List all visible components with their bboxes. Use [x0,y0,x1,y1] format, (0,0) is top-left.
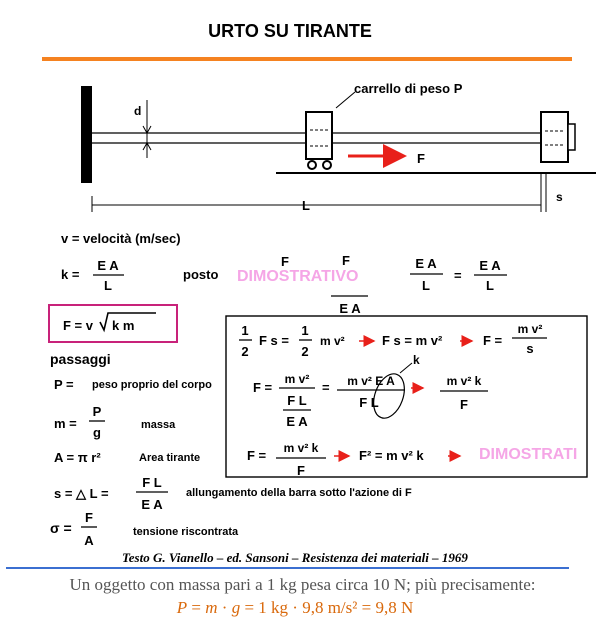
svg-text:Area tirante: Area tirante [139,452,201,464]
svg-text:F =: F = [253,380,273,395]
footer-dot: · [217,598,232,617]
svg-text:L: L [104,278,112,293]
derivation-box [226,316,587,478]
svg-text:F s =: F s = [259,333,289,348]
svg-text:A: A [84,533,94,548]
svg-text:k m: k m [112,318,135,333]
svg-text:E A: E A [415,256,437,271]
posto-fraction [331,256,507,316]
svg-text:m v² E A: m v² E A [347,374,395,388]
svg-text:P: P [92,404,102,419]
def-k [61,258,124,293]
svg-text:L: L [422,278,430,293]
svg-text:1: 1 [301,323,309,338]
footer-eq: = [187,598,206,617]
svg-text:F² = m v² k: F² = m v² k [359,448,424,463]
svg-text:2: 2 [301,344,309,359]
footer-formula [0,598,590,618]
citation: Testo G. Vianello – ed. Sansoni – Resistenza dei materiali – 1969 [122,550,468,565]
footer-P: P [176,598,188,617]
footer-sentence: Un oggetto con massa pari a 1 kg pesa circa 10 N; più precisamente: [69,575,536,594]
formula-box [49,305,177,342]
svg-text:m =: m = [54,416,77,431]
label-posto: posto [183,267,219,282]
carrello [306,112,332,169]
footer-m: m [205,598,218,617]
svg-text:g: g [93,425,101,440]
watermark-2: DIMOSTRATI [479,446,578,463]
footer-g: g [231,598,241,617]
stop-block [541,112,575,162]
svg-text:peso proprio del corpo: peso proprio del corpo [92,379,212,391]
svg-text:s = △ L =: s = △ L = [54,486,109,501]
svg-text:2: 2 [241,344,249,359]
svg-text:tensione riscontrata: tensione riscontrata [133,526,239,538]
svg-text:E A: E A [339,301,361,316]
page-title: URTO SU TIRANTE [208,21,372,41]
svg-text:F L: F L [359,395,379,410]
svg-text:P =: P = [54,377,74,392]
svg-text:k: k [413,353,420,367]
passaggi-heading: passaggi [50,351,111,367]
svg-text:E A: E A [141,497,163,512]
svg-text:E A: E A [97,258,119,273]
svg-text:F =: F = [483,333,503,348]
svg-text:massa: massa [141,419,176,431]
svg-text:m v²: m v² [320,334,345,348]
svg-text:F = v: F = v [63,318,93,333]
ghost-F-1: F [281,254,289,269]
watermark-1: DIMOSTRATIVO [237,268,359,285]
svg-text:m v²: m v² [517,322,543,336]
svg-text:A = π r²: A = π r² [54,450,101,465]
svg-text:m v² k: m v² k [283,441,319,455]
svg-text:E A: E A [479,258,501,273]
svg-text:k =: k = [61,267,80,282]
svg-text:=: = [454,268,462,283]
label-s: s [556,190,563,204]
title-underline [42,57,572,61]
tie-rod-sketch [81,81,596,213]
label-L: L [302,198,310,213]
svg-text:1: 1 [241,323,249,338]
svg-text:F s = m v²: F s = m v² [382,333,443,348]
svg-text:σ =: σ = [50,520,72,536]
label-force: F [417,151,425,166]
ghost-F-2: F [342,253,350,268]
svg-text:F: F [297,463,305,478]
svg-text:s: s [526,341,534,356]
svg-text:F =: F = [247,448,267,463]
svg-text:L: L [486,278,494,293]
svg-text:m v²: m v² [284,372,310,386]
footer-divider [6,567,569,569]
def-velocity: v = velocità (m/sec) [61,231,181,246]
svg-text:allungamento della barra sott: allungamento della barra sotto l'azione di F [186,487,412,499]
svg-text:F L: F L [142,475,162,490]
svg-text:F L: F L [287,393,307,408]
wall [81,86,92,183]
label-d: d [134,104,142,118]
svg-text:=: = [322,380,330,395]
svg-text:m v² k: m v² k [446,374,482,388]
footer-rest: = 1 kg · 9,8 m/s² = 9,8 N [240,598,414,617]
svg-text:E A: E A [286,414,308,429]
svg-text:F: F [460,397,468,412]
svg-text:F: F [85,510,93,525]
label-carrello: carrello di peso P [354,81,463,96]
